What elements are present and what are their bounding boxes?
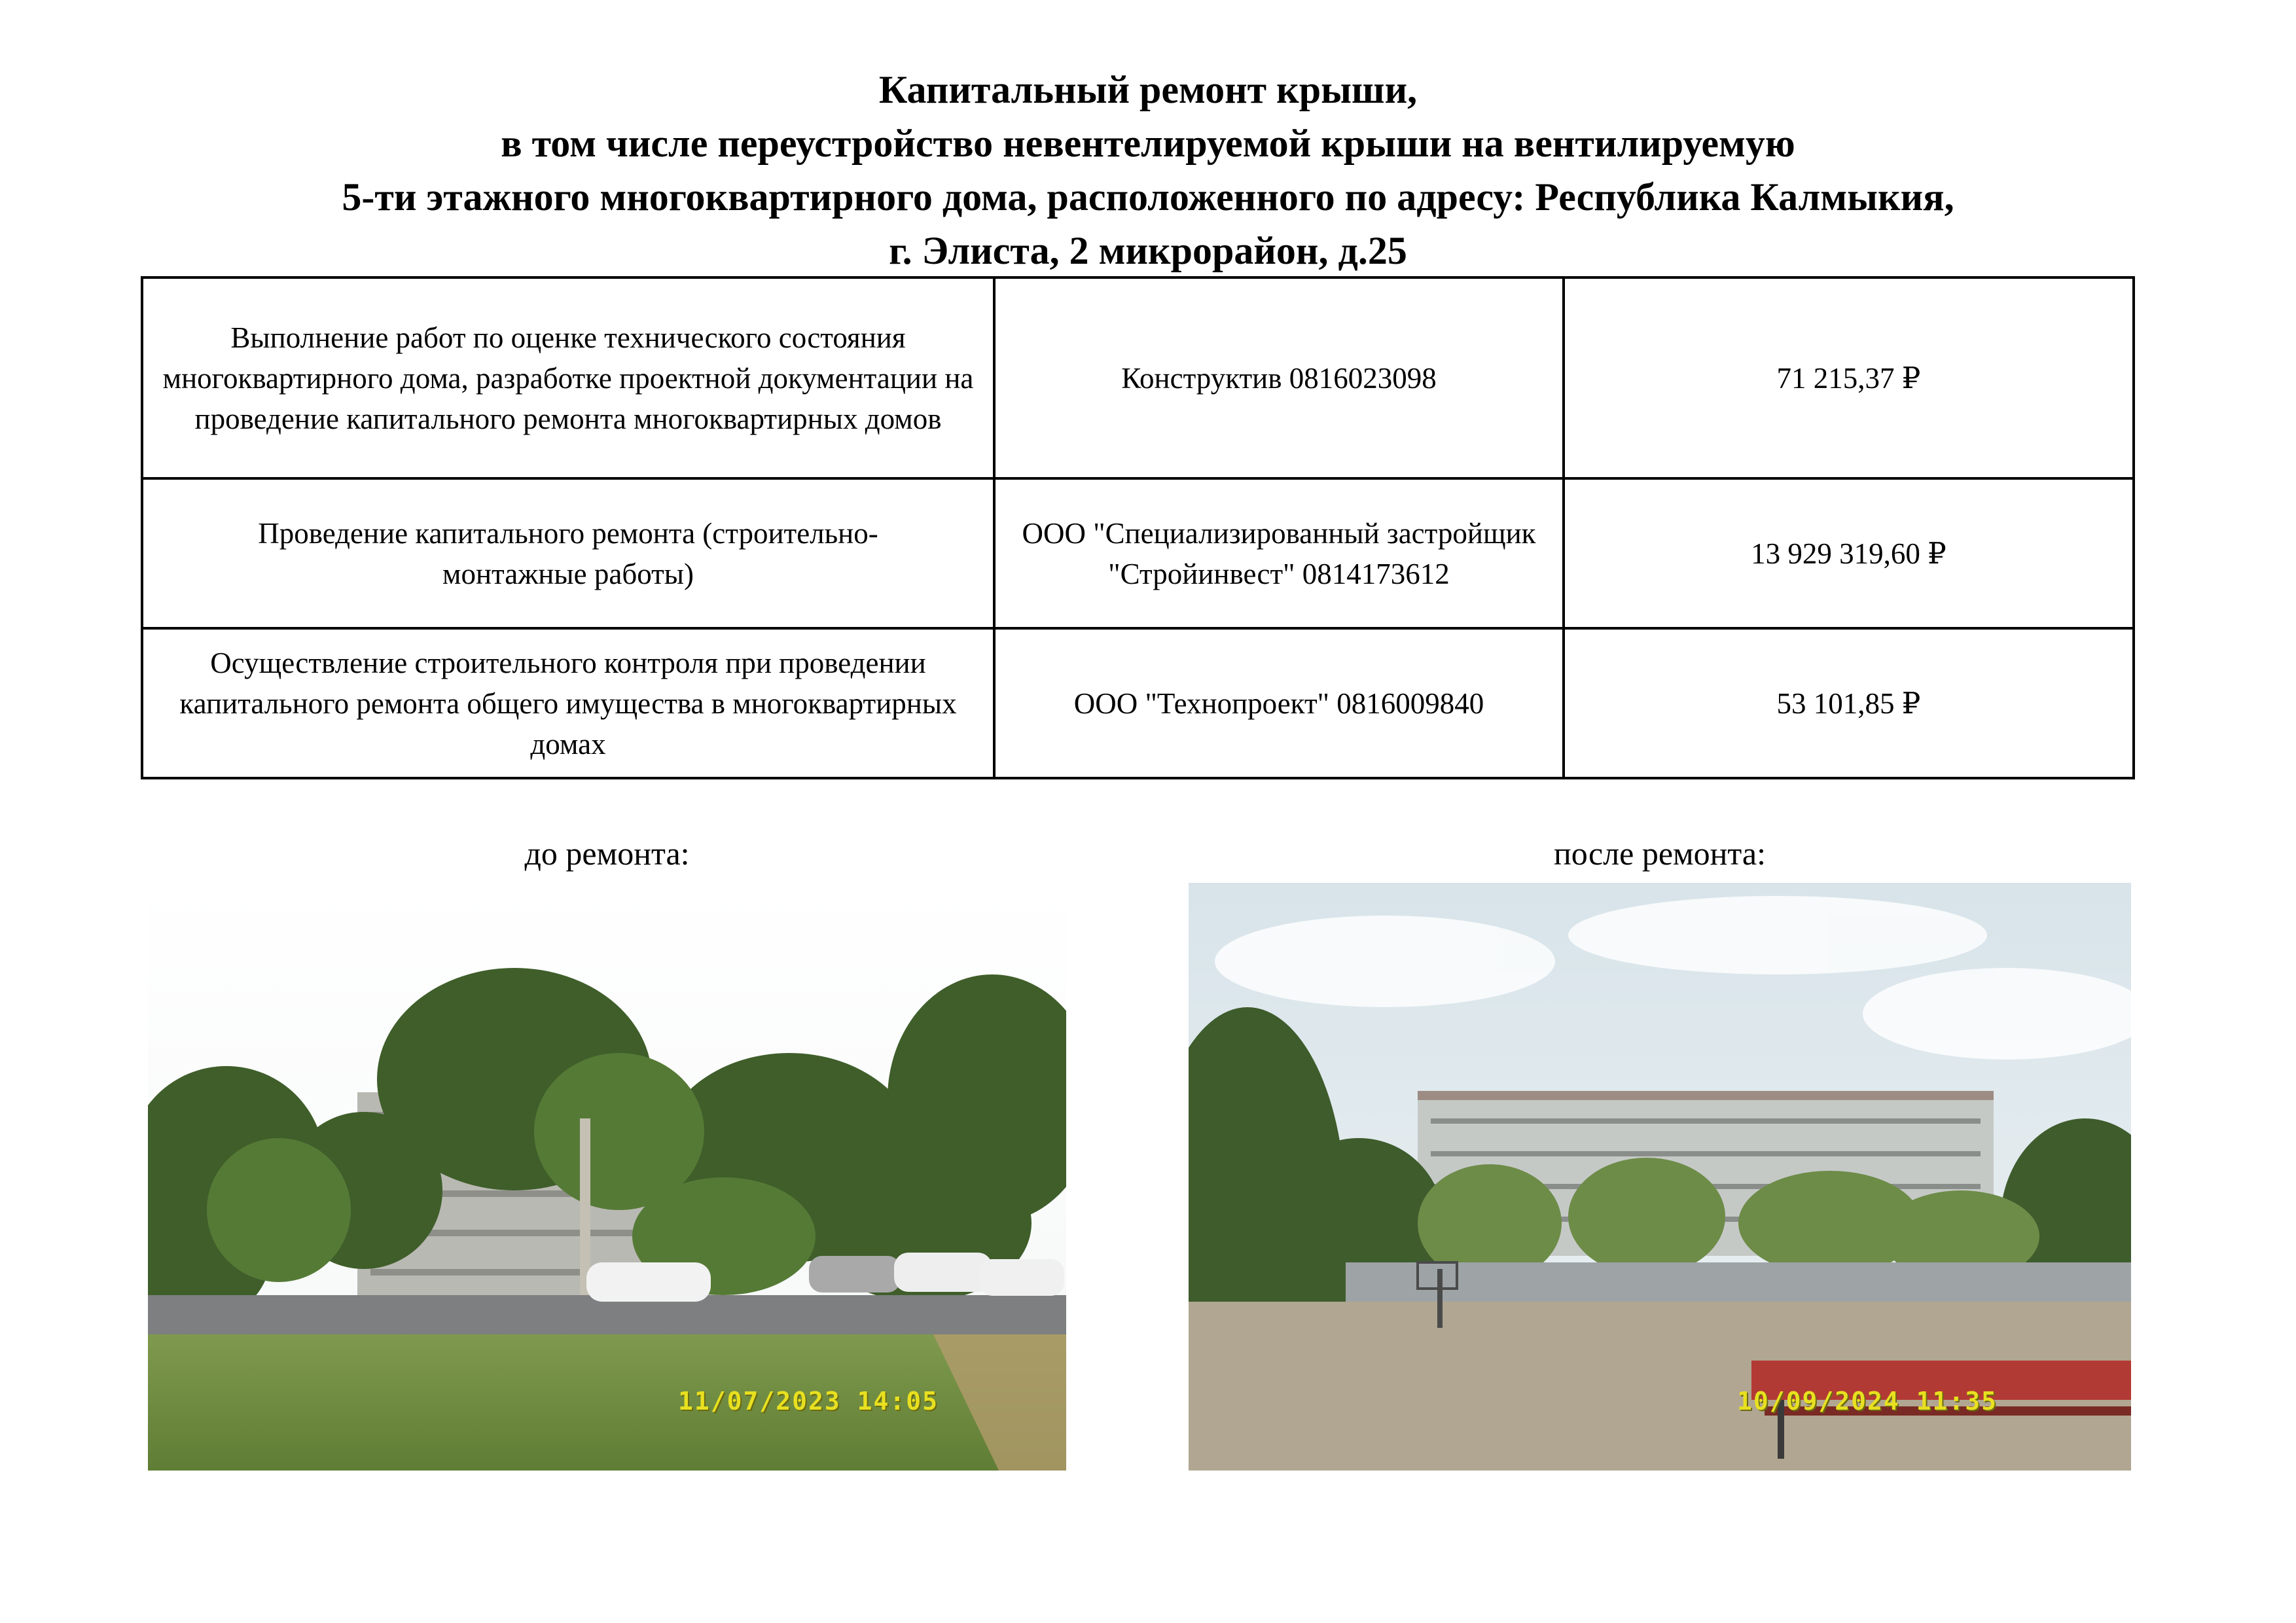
contractor-cell: ООО "Технопроект" 0816009840 <box>994 628 1564 778</box>
title-line-4: г. Элиста, 2 микрорайон, д.25 <box>889 229 1407 272</box>
after-photo-image <box>1189 883 2131 1471</box>
after-photo <box>1189 883 2131 1471</box>
contractor-cell: Конструктив 0816023098 <box>994 277 1564 478</box>
before-photo-timestamp: 11/07/2023 14:05 <box>678 1387 939 1416</box>
amount-cell: 13 929 319,60 ₽ <box>1564 478 2134 628</box>
amount-cell: 53 101,85 ₽ <box>1564 628 2134 778</box>
after-photo-timestamp: 10/09/2024 11:35 <box>1737 1387 1998 1416</box>
amount-cell: 71 215,37 ₽ <box>1564 277 2134 478</box>
before-caption: до ремонта: <box>524 835 690 872</box>
works-table <box>141 276 2135 779</box>
table-row <box>142 628 2134 778</box>
before-photo-image <box>148 883 1066 1471</box>
contractor-cell: ООО "Специализированный застройщик "Стройинвест" 0814173612 <box>994 478 1564 628</box>
document-title <box>0 63 2296 277</box>
title-line-2: в том числе переустройство невентелируемой крыши на вентилируемую <box>501 122 1795 165</box>
work-cell: Осуществление строительного контроля при проведении капитального ремонта общего имущества в многоквартирных домах <box>142 628 994 778</box>
title-line-1: Капитальный ремонт крыши, <box>878 68 1418 111</box>
work-cell: Проведение капитального ремонта (строительно-монтажные работы) <box>142 478 994 628</box>
work-cell: Выполнение работ по оценке технического состояния многоквартирного дома, разработке проектной документации на проведение капитального ремонта многоквартирных домов <box>142 277 994 478</box>
table-row <box>142 277 2134 478</box>
before-photo <box>148 883 1066 1471</box>
after-caption: после ремонта: <box>1554 835 1766 872</box>
title-line-3: 5-ти этажного многоквартирного дома, расположенного по адресу: Республика Калмыкия, <box>342 175 1954 219</box>
table-row <box>142 478 2134 628</box>
